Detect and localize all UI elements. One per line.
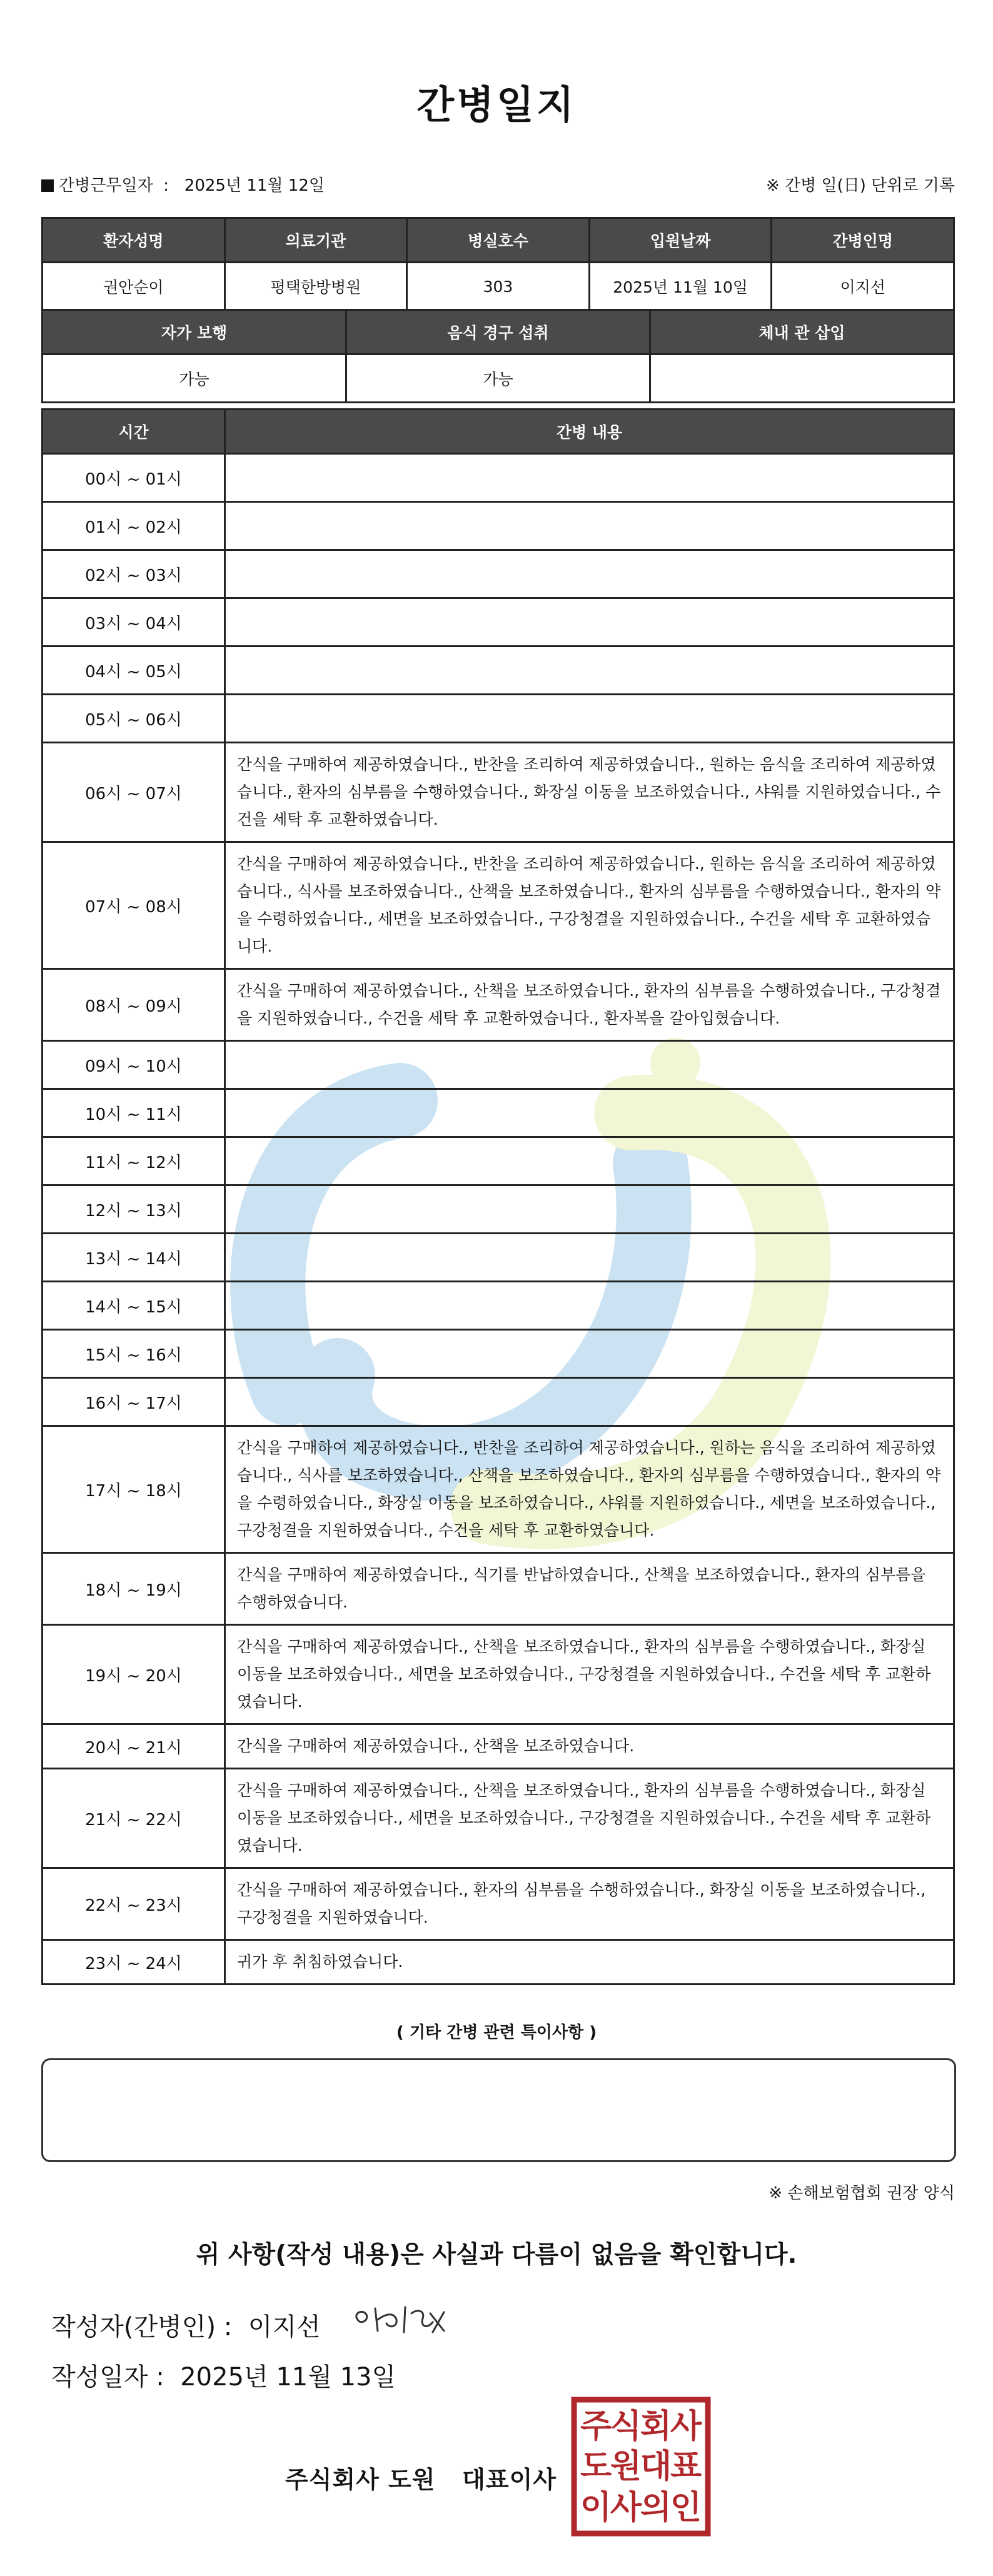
work-date-line: 간병근무일자 : 2025년 11월 12일 (41, 173, 325, 196)
log-time: 17시 ~ 18시 (43, 1426, 225, 1553)
unit-note: ※ 간병 일(日) 단위로 기록 (765, 176, 955, 195)
svg-text:도: 도 (580, 2448, 612, 2485)
log-content (225, 454, 954, 502)
writer-line (51, 2307, 321, 2343)
log-time: 01시 ~ 02시 (43, 502, 225, 550)
writing-date-value: 2025년 11월 13일 (180, 2363, 396, 2392)
log-row (43, 1553, 954, 1625)
tube-insertion-value (650, 355, 954, 403)
bullet-square-icon (41, 179, 54, 192)
log-content (225, 1041, 954, 1089)
log-content (225, 1234, 954, 1282)
patient-header-row (43, 218, 954, 263)
log-content: 간식을 구매하여 제공하였습니다., 반찬을 조리하여 제공하였습니다., 원하는 음식을 조리하여 제공하였습니다., 식사를 보조하였습니다., 산책을 보조하였습니다., 환자의 심부름을 수행하였습니다., 환자의 약을 수령하였습니다., 세면을 보조하였습니다., 구강청결을 지원하였습니다., 수건을 세탁 후 교환하였습니다. (225, 842, 954, 969)
writing-date-line (51, 2357, 396, 2393)
log-content (225, 550, 954, 598)
header-self-walking: 자가 보행 (43, 310, 346, 355)
log-time: 18시 ~ 19시 (43, 1553, 225, 1625)
svg-text:표: 표 (670, 2448, 702, 2485)
admission-date: 2025년 11월 10일 (589, 263, 772, 311)
log-time: 11시 ~ 12시 (43, 1137, 225, 1185)
patient-value-row (43, 263, 954, 311)
log-time: 00시 ~ 01시 (43, 454, 225, 502)
log-content (225, 1185, 954, 1234)
log-time: 03시 ~ 04시 (43, 598, 225, 647)
log-time: 06시 ~ 07시 (43, 743, 225, 842)
log-content: 귀가 후 취침하였습니다. (225, 1940, 954, 1985)
company-seal-icon (570, 2396, 712, 2537)
log-time: 23시 ~ 24시 (43, 1940, 225, 1985)
log-content: 간식을 구매하여 제공하였습니다., 반찬을 조리하여 제공하였습니다., 원하는 음식을 조리하여 제공하였습니다., 식사를 보조하였습니다., 산책을 보조하였습니다., 환자의 심부름을 수행하였습니다., 환자의 약을 수령하였습니다., 화장실 이동을 보조하였습니다., 샤워를 지원하였습니다., 세면을 보조하였습니다., 구강청결을 지원하였습니다., 수건을 세탁 후 교환하였습니다. (225, 1426, 954, 1553)
log-content (225, 1282, 954, 1330)
log-row (43, 969, 954, 1041)
log-content: 간식을 구매하여 제공하였습니다., 산책을 보조하였습니다., 환자의 심부름을 수행하였습니다., 화장실 이동을 보조하였습니다., 세면을 보조하였습니다., 구강청결을 지원하였습니다., 수건을 세탁 후 교환하였습니다. (225, 1625, 954, 1724)
care-log-table (41, 408, 955, 1985)
log-content (225, 1089, 954, 1137)
log-time: 04시 ~ 05시 (43, 647, 225, 695)
log-row (43, 1089, 954, 1137)
document-title: 간병일지 (416, 82, 577, 128)
writer-name: 이지선 (248, 2313, 321, 2342)
log-row (43, 1137, 954, 1185)
log-row (43, 454, 954, 502)
log-content (225, 1378, 954, 1426)
log-content: 간식을 구매하여 제공하였습니다., 환자의 심부름을 수행하였습니다., 화장실 이동을 보조하였습니다., 구강청결을 지원하였습니다. (225, 1868, 954, 1940)
log-time: 13시 ~ 14시 (43, 1234, 225, 1282)
log-content (225, 647, 954, 695)
log-time: 15시 ~ 16시 (43, 1330, 225, 1378)
ability-header-row (43, 310, 954, 355)
log-row (43, 1282, 954, 1330)
header-time: 시간 (43, 410, 225, 454)
log-row (43, 743, 954, 842)
log-row (43, 1234, 954, 1282)
log-row (43, 1041, 954, 1089)
header-hospital: 의료기관 (224, 218, 407, 263)
signature-icon (350, 2295, 456, 2345)
log-content (225, 502, 954, 550)
log-row (43, 598, 954, 647)
log-row (43, 550, 954, 598)
work-date-label: 간병근무일자 (59, 176, 153, 195)
log-time: 16시 ~ 17시 (43, 1378, 225, 1426)
caregiver-name: 이지선 (772, 263, 954, 311)
source-note: ※ 손해보험협회 권장 양식 (769, 2184, 955, 2203)
svg-text:회: 회 (640, 2408, 672, 2445)
company-representative: 주식회사 도원 대표이사 (285, 2466, 557, 2493)
notes-title: ( 기타 간병 관련 특이사항 ) (396, 2023, 597, 2042)
patient-name: 권안순이 (43, 263, 225, 311)
writer-label: 작성자(간병인) : (51, 2313, 233, 2342)
log-header-row (43, 410, 954, 454)
ability-value-row (43, 355, 954, 403)
header-room: 병실호수 (407, 218, 590, 263)
log-content: 간식을 구매하여 제공하였습니다., 산책을 보조하였습니다. (225, 1724, 954, 1769)
writing-date-label: 작성일자 : (51, 2363, 164, 2392)
header-tube-insertion: 체내 관 삽입 (650, 310, 954, 355)
log-time: 02시 ~ 03시 (43, 550, 225, 598)
svg-text:사: 사 (670, 2408, 702, 2445)
log-row (43, 1769, 954, 1868)
svg-text:이: 이 (580, 2489, 612, 2527)
log-content: 간식을 구매하여 제공하였습니다., 식기를 반납하였습니다., 산책을 보조하였습니다., 환자의 심부름을 수행하였습니다. (225, 1553, 954, 1625)
log-time: 20시 ~ 21시 (43, 1724, 225, 1769)
log-time: 10시 ~ 11시 (43, 1089, 225, 1137)
self-walking-value: 가능 (43, 355, 346, 403)
log-row (43, 502, 954, 550)
log-row (43, 1724, 954, 1769)
log-content: 간식을 구매하여 제공하였습니다., 산책을 보조하였습니다., 환자의 심부름을 수행하였습니다., 구강청결을 지원하였습니다., 수건을 세탁 후 교환하였습니다., 환자복을 갈아입혔습니다. (225, 969, 954, 1041)
log-row (43, 1625, 954, 1724)
svg-text:원: 원 (610, 2448, 642, 2485)
log-time: 19시 ~ 20시 (43, 1625, 225, 1724)
log-time: 07시 ~ 08시 (43, 842, 225, 969)
log-row (43, 1940, 954, 1985)
log-time: 14시 ~ 15시 (43, 1282, 225, 1330)
log-content (225, 1137, 954, 1185)
log-row (43, 647, 954, 695)
header-patient-name: 환자성명 (43, 218, 225, 263)
header-caregiver: 간병인명 (772, 218, 954, 263)
log-content: 간식을 구매하여 제공하였습니다., 산책을 보조하였습니다., 환자의 심부름을 수행하였습니다., 화장실 이동을 보조하였습니다., 세면을 보조하였습니다., 구강청결을 지원하였습니다., 수건을 세탁 후 교환하였습니다. (225, 1769, 954, 1868)
log-row (43, 695, 954, 743)
log-time: 08시 ~ 09시 (43, 969, 225, 1041)
log-row (43, 1330, 954, 1378)
header-oral-intake: 음식 경구 섭취 (346, 310, 650, 355)
header-admission-date: 입원날짜 (589, 218, 772, 263)
svg-text:식: 식 (610, 2408, 642, 2445)
log-row (43, 1426, 954, 1553)
svg-text:대: 대 (640, 2448, 672, 2485)
log-time: 05시 ~ 06시 (43, 695, 225, 743)
patient-info-table (41, 217, 955, 311)
header-care-content: 간병 내용 (225, 410, 954, 454)
log-content: 간식을 구매하여 제공하였습니다., 반찬을 조리하여 제공하였습니다., 원하는 음식을 조리하여 제공하였습니다., 환자의 심부름을 수행하였습니다., 화장실 이동을 보조하였습니다., 샤워를 지원하였습니다., 수건을 세탁 후 교환하였습니다. (225, 743, 954, 842)
svg-text:의: 의 (640, 2489, 672, 2527)
confirmation-statement: 위 사항(작성 내용)은 사실과 다름이 없음을 확인합니다. (196, 2241, 797, 2269)
work-date-value: 2025년 11월 12일 (184, 176, 325, 195)
svg-text:사: 사 (610, 2489, 642, 2527)
hospital-name: 평택한방병원 (224, 263, 407, 311)
log-time: 22시 ~ 23시 (43, 1868, 225, 1940)
svg-text:인: 인 (670, 2489, 702, 2527)
room-number: 303 (407, 263, 590, 311)
svg-text:주: 주 (580, 2408, 612, 2445)
log-row (43, 1378, 954, 1426)
ability-table (41, 309, 955, 403)
log-row (43, 1185, 954, 1234)
log-time: 12시 ~ 13시 (43, 1185, 225, 1234)
log-content (225, 1330, 954, 1378)
log-row (43, 1868, 954, 1940)
log-content (225, 695, 954, 743)
oral-intake-value: 가능 (346, 355, 650, 403)
log-time: 09시 ~ 10시 (43, 1041, 225, 1089)
log-row (43, 842, 954, 969)
special-notes-text (43, 2060, 954, 2085)
log-content (225, 598, 954, 647)
special-notes-box (41, 2058, 956, 2162)
log-time: 21시 ~ 22시 (43, 1769, 225, 1868)
